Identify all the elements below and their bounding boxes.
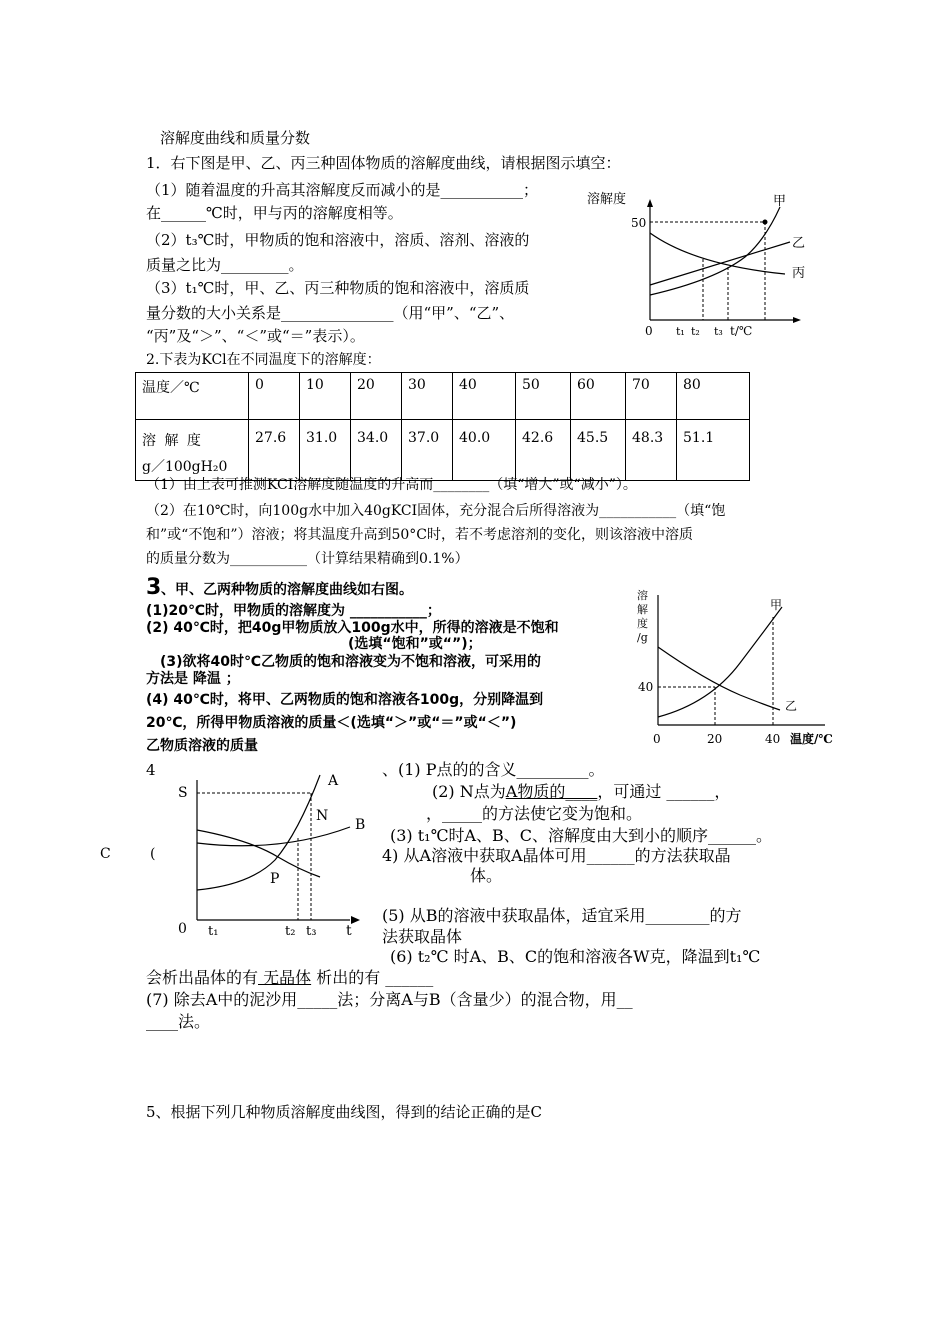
q3-chart-xlabel: 温度/℃ <box>790 732 833 746</box>
q4-l1-text: 、(1) P点的的含义 <box>382 760 517 779</box>
q4-margin-paren: ( <box>150 846 156 862</box>
q4-chart-xlabel: t <box>346 923 352 939</box>
q5-text: 5、根据下列几种物质溶解度曲线图，得到的结论正确的是C <box>146 1103 543 1121</box>
q4-label-a: A <box>328 773 339 789</box>
q2-line: （1）由上表可推测KCI溶解度随温度的升高而________（填“增大”或“减小”）。 <box>146 477 637 493</box>
q1-line: “丙”及“＞”、“＜”或“＝”表示）。 <box>146 327 365 345</box>
table-cell: 50 <box>516 373 571 420</box>
q1-chart-xlabel: t/℃ <box>730 324 753 338</box>
q4-l1-end: 。 <box>588 760 605 779</box>
solubility-label-line1: 溶 解 度 <box>142 433 203 449</box>
q2-line: （2）在10℃时，向100g水中加入40gKCI固体，充分混合后所得溶液为___________（填“饱 <box>146 503 726 519</box>
q1-line: （2）t₃℃时，甲物质的饱和溶液中，溶质、溶剂、溶液的 <box>146 231 530 249</box>
q1-chart-origin: 0 <box>645 324 653 338</box>
q4-tick-t1: t₁ <box>208 924 219 939</box>
q3-curve-label-yi: 乙 <box>785 699 798 713</box>
q4-tick-t2: t₂ <box>285 924 296 939</box>
q1-intro: 1．右下图是甲、乙、丙三种固体物质的溶解度曲线，请根据图示填空： <box>146 154 621 172</box>
table-cell: 34.0 <box>351 420 402 481</box>
q2-line: 的质量分数为___________（计算结果精确到0.1%） <box>146 551 469 567</box>
q3-line: 方法是 降温 ； <box>146 671 240 687</box>
table-cell: 37.0 <box>402 420 453 481</box>
table-cell: 80 <box>677 373 750 420</box>
table-header-temperature: 温度／℃ <box>136 373 249 420</box>
q4-chart-origin: 0 <box>178 921 187 937</box>
q4-l1-blank: _________ <box>516 760 589 779</box>
table-cell: 70 <box>626 373 677 420</box>
table-cell: 30 <box>402 373 453 420</box>
q1-solubility-chart <box>585 185 810 340</box>
q1-line: （1）随着温度的升高其溶解度反而减小的是___________； <box>146 181 539 199</box>
q4-label-p: P <box>270 871 280 887</box>
table-cell: 51.1 <box>677 420 750 481</box>
q3-intro: 、甲、乙两种物质的溶解度曲线如右图。 <box>161 582 413 598</box>
q4-l10-b: 无晶体 <box>258 968 312 987</box>
q3-ylabel-4: /g <box>637 631 648 644</box>
q3-chart-ytick: 40 <box>638 680 654 694</box>
table-cell: 60 <box>571 373 626 420</box>
q1-tick-t2: t₂ <box>691 325 700 338</box>
q1-curve-label-yi: 乙 <box>792 236 806 251</box>
q1-chart-ylabel: 溶解度 <box>587 192 627 207</box>
q4-chart-ylabel: S <box>178 785 188 801</box>
q3-curve-label-jia: 甲 <box>770 598 783 612</box>
page-title: 溶解度曲线和质量分数 <box>160 129 311 147</box>
q1-line: 质量之比为_________。 <box>146 256 304 274</box>
q4-line-2 <box>432 782 730 801</box>
q1-line: 在______℃时，甲与丙的溶解度相等。 <box>146 204 403 222</box>
q1-curve-label-jia: 甲 <box>773 194 787 209</box>
q4-tick-t3: t₃ <box>306 924 317 939</box>
q3-chart-origin: 0 <box>653 732 661 746</box>
q4-line-10 <box>146 968 433 987</box>
q4-margin-c: C <box>100 846 111 862</box>
q1-chart-ytick: 50 <box>631 216 647 230</box>
q3-number: 3 <box>146 575 162 600</box>
q4-l2-b: A物质的____ <box>505 782 598 801</box>
q3-line: (2) 40℃时，把40g甲物质放入100g水中，所得的溶液是不饱和 <box>146 620 559 636</box>
q3-solubility-chart <box>630 585 840 750</box>
q4-label-b: B <box>355 817 366 833</box>
table-cell: 42.6 <box>516 420 571 481</box>
q4-l2-c: ，可通过 ______， <box>597 782 731 801</box>
q4-line-12: ____法。 <box>146 1012 211 1031</box>
q4-l2-a: (2) N点为 <box>432 782 506 801</box>
q1-tick-t3: t₃ <box>714 325 723 338</box>
q3-line: (1)20℃时，甲物质的溶解度为 ___________； <box>146 603 441 619</box>
q1-line: （3）t₁℃时，甲、乙、丙三种物质的饱和溶液中，溶质质 <box>146 279 530 297</box>
q4-line-4: (3) t₁℃时A、B、C、溶解度由大到小的顺序______。 <box>390 826 773 845</box>
kcl-solubility-table <box>135 372 750 481</box>
q3-line: (3)欲将40时℃乙物质的饱和溶液变为不饱和溶液，可采用的 <box>160 654 541 670</box>
q4-line-3: ，_____的方法使它变为饱和。 <box>426 804 643 823</box>
solubility-label-line2: g／100gH₂0 <box>142 459 228 475</box>
q4-solubility-chart <box>170 765 370 945</box>
q4-line-6: 体。 <box>470 866 503 885</box>
q3-line: (4) 40℃时，将甲、乙两物质的饱和溶液各100g，分别降温到 <box>146 692 544 708</box>
table-cell: 0 <box>249 373 300 420</box>
table-cell: 40 <box>453 373 516 420</box>
q4-number: 4 <box>146 761 156 779</box>
q1-line: 量分数的大小关系是_______________（用“甲”、“乙”、 <box>146 304 515 322</box>
q4-line-9: (6) t₂℃ 时A、B、C的饱和溶液各W克，降温到t₁℃ <box>390 947 761 966</box>
q4-line-5: 4) 从A溶液中获取A晶体可用______的方法获取晶 <box>382 846 731 865</box>
q3-line: (选填“饱和”或“”)； <box>348 636 482 652</box>
table-cell: 27.6 <box>249 420 300 481</box>
table-cell: 10 <box>300 373 351 420</box>
q1-curve-label-bing: 丙 <box>792 266 806 281</box>
q4-label-n: N <box>316 808 329 824</box>
table-header-solubility <box>136 420 249 481</box>
q1-tick-t1: t₁ <box>676 325 685 338</box>
q4-line-1 <box>382 760 605 779</box>
table-cell: 45.5 <box>571 420 626 481</box>
q4-line-7: (5) 从B的溶液中获取晶体，适宜采用________的方 <box>382 906 742 925</box>
table-cell: 20 <box>351 373 402 420</box>
q2-intro: 2.下表为KCl在不同温度下的溶解度： <box>146 352 381 368</box>
q3-ylabel-3: 度 <box>637 617 648 630</box>
q3-line: 乙物质溶液的质量 <box>146 738 258 754</box>
table-cell: 48.3 <box>626 420 677 481</box>
q4-line-11: (7) 除去A中的泥沙用_____法；分离A与B（含量少）的混合物，用__ <box>146 990 633 1009</box>
q3-ylabel-2: 解 <box>637 603 648 616</box>
q4-line-8: 法获取晶体 <box>382 927 463 946</box>
q3-tick-20: 20 <box>707 732 723 746</box>
q3-line: 20℃，所得甲物质溶液的质量＜(选填“＞”或“＝”或“＜”) <box>146 715 517 731</box>
q4-l10-a: 会析出晶体的有 <box>146 968 259 987</box>
q3-tick-40: 40 <box>765 732 781 746</box>
table-cell: 40.0 <box>453 420 516 481</box>
table-cell: 31.0 <box>300 420 351 481</box>
q4-l10-c: 析出的有 ______ <box>311 968 434 987</box>
q2-line: 和”或“不饱和”）溶液；将其温度升高到50°C时，若不考虑溶剂的变化，则该溶液中溶质 <box>146 527 693 543</box>
q3-ylabel-1: 溶 <box>637 589 648 602</box>
